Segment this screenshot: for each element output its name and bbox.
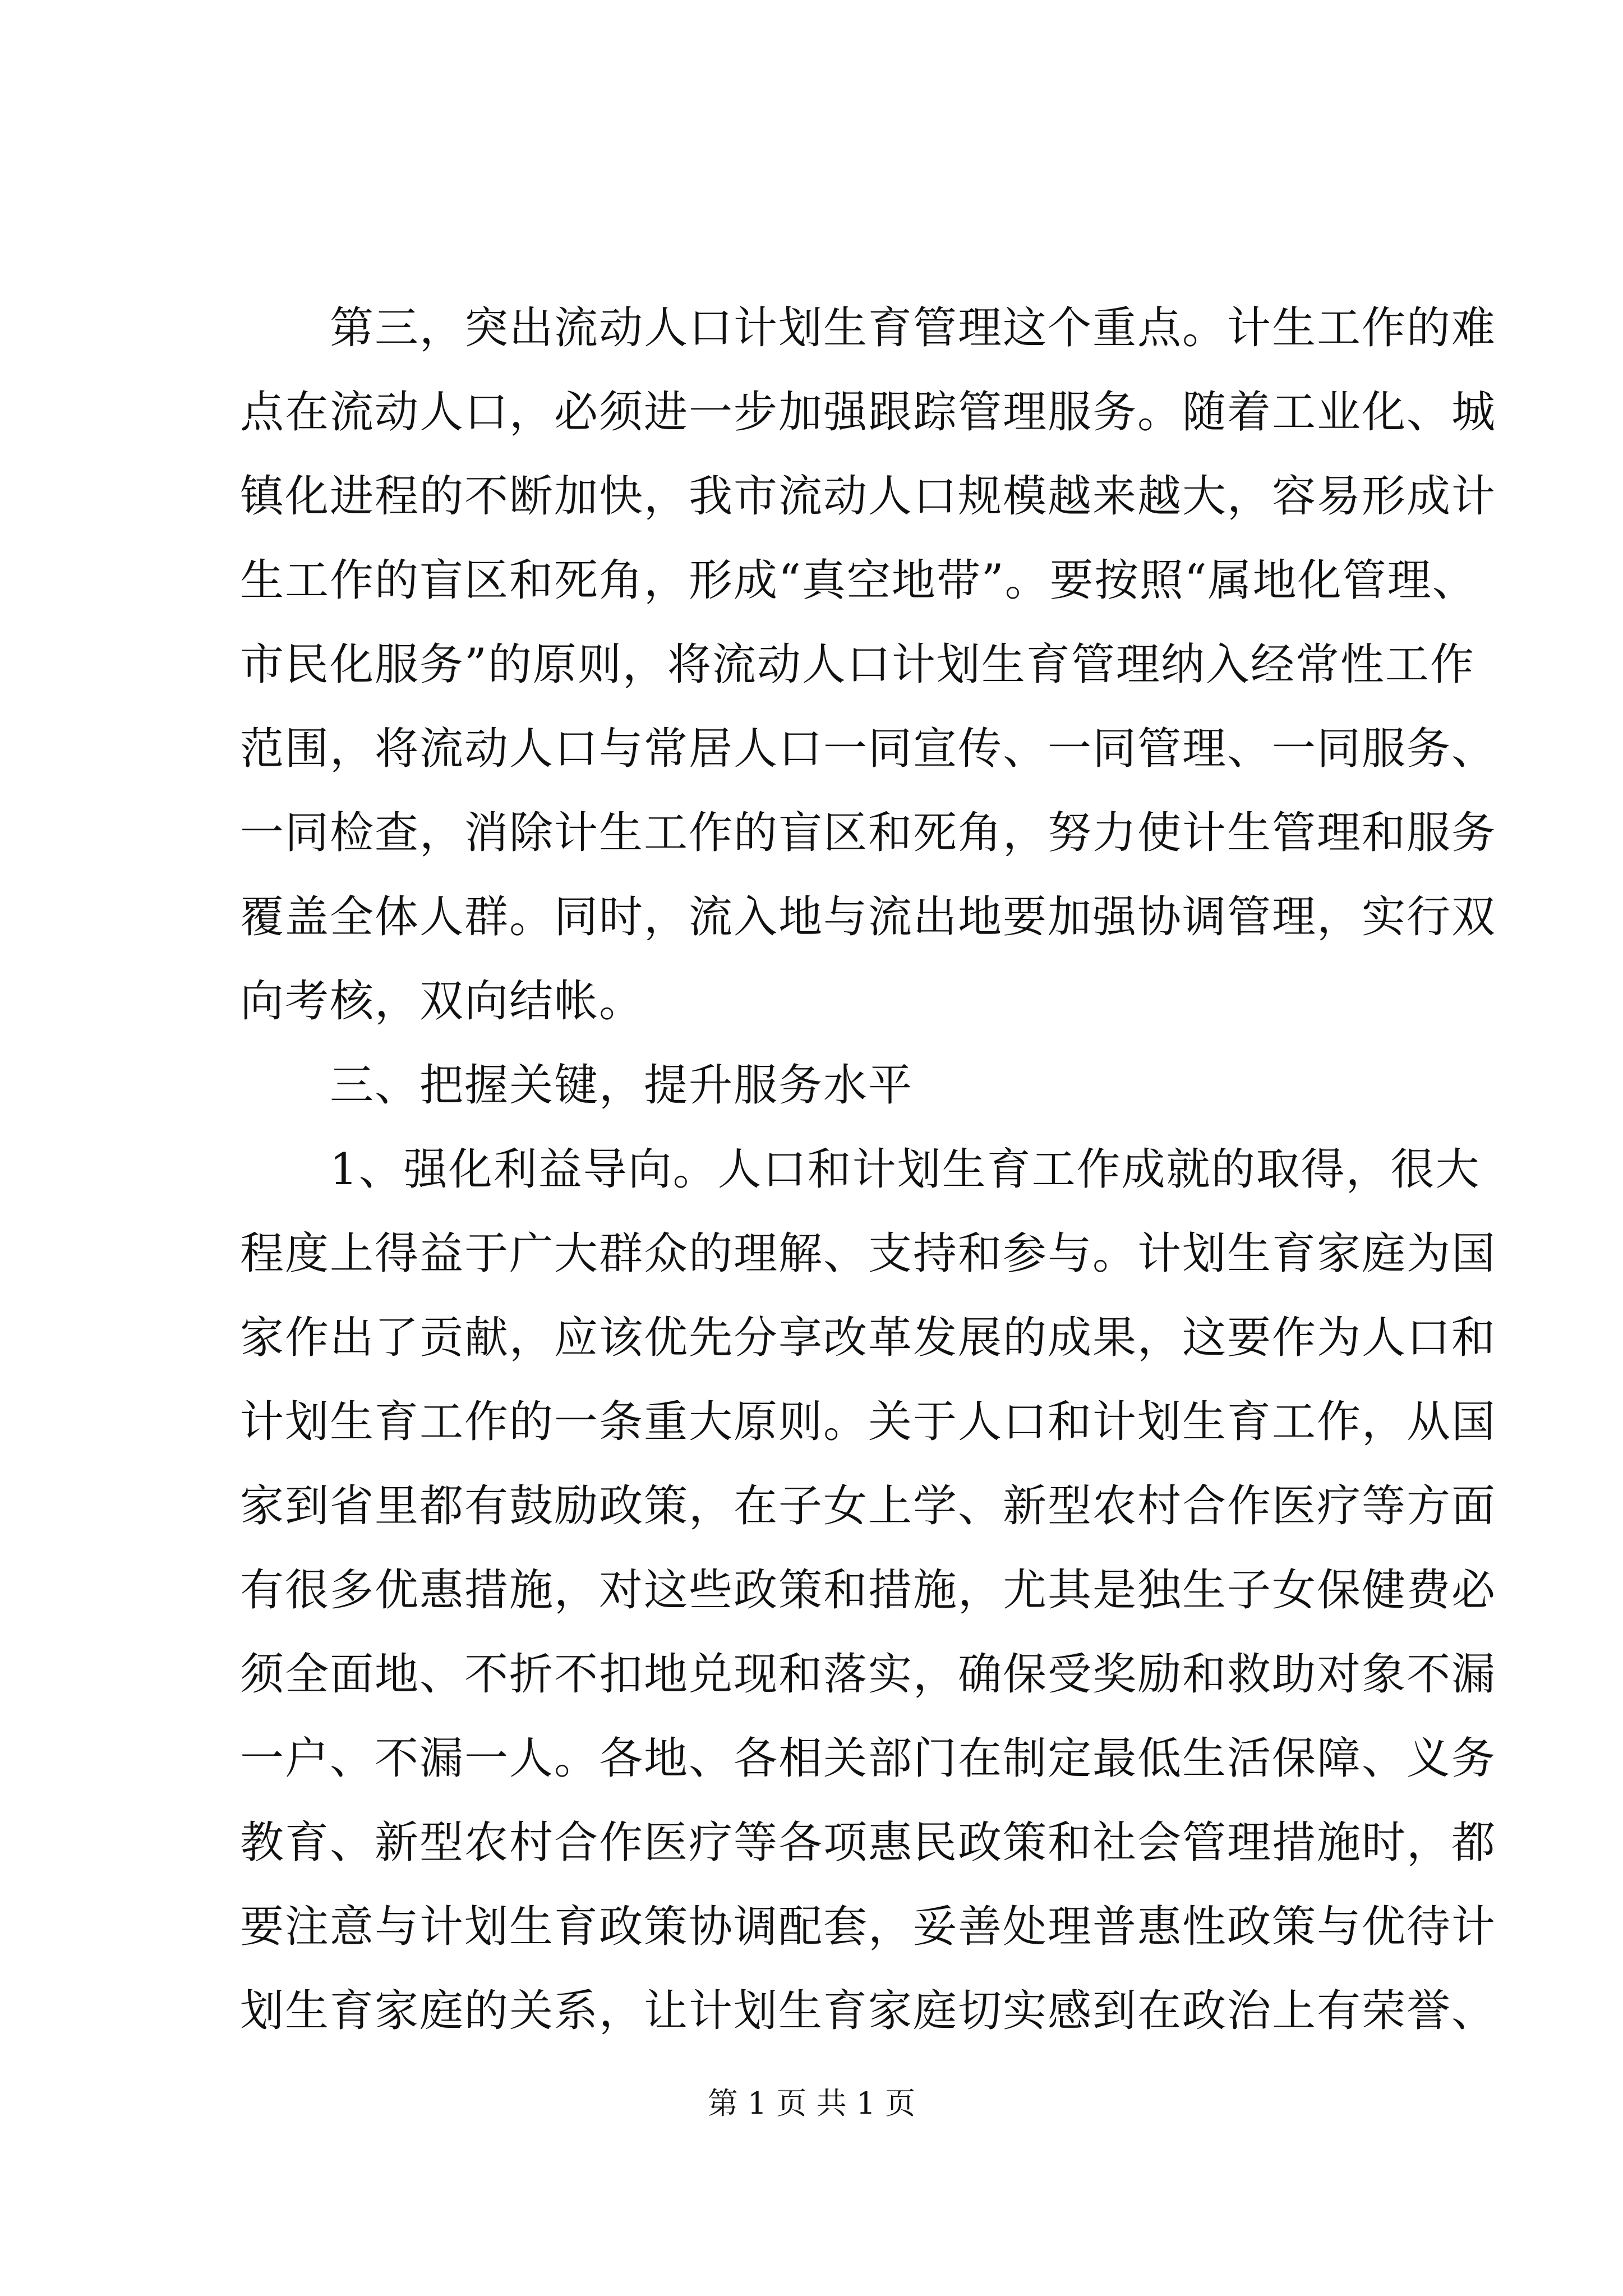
text-line: 范围，将流动人口与常居人口一同宣传、一同管理、一同服务、 — [240, 724, 1497, 774]
text-line: 有很多优惠措施，对这些政策和措施，尤其是独生子女保健费必 — [240, 1565, 1497, 1616]
text-line: 向考核，双向结帐。 — [240, 976, 644, 1027]
text-line: 生工作的盲区和死角，形成“真空地带”。要按照“属地化管理、 — [240, 555, 1477, 606]
text-line: 三、把握关键，提升服务水平 — [240, 1060, 914, 1111]
text-line: 第三，突出流动人口计划生育管理这个重点。计生工作的难 — [240, 303, 1497, 353]
text-line: 计划生育工作的一条重大原则。关于人口和计划生育工作，从国 — [240, 1397, 1497, 1447]
text-line: 须全面地、不折不扣地兑现和落实，确保受奖励和救助对象不漏 — [240, 1649, 1497, 1700]
page-footer: 第 1 页 共 1 页 — [707, 2086, 916, 2121]
text-line: 划生育家庭的关系，让计划生育家庭切实感到在政治上有荣誉、 — [240, 1986, 1497, 2036]
document-body — [240, 286, 1497, 2053]
text-line: 覆盖全体人群。同时，流入地与流出地要加强协调管理，实行双 — [240, 892, 1497, 942]
text-line: 一同检查，消除计生工作的盲区和死角，努力使计生管理和服务 — [240, 808, 1497, 858]
text-line: 市民化服务”的原则，将流动人口计划生育管理纳入经常性工作 — [240, 639, 1475, 690]
text-line: 家到省里都有鼓励政策，在子女上学、新型农村合作医疗等方面 — [240, 1481, 1497, 1531]
text-line: 1、强化利益导向。人口和计划生育工作成就的取得，很大 — [240, 1144, 1481, 1195]
text-line: 点在流动人口，必须进一步加强跟踪管理服务。随着工业化、城 — [240, 387, 1497, 438]
text-line: 镇化进程的不断加快，我市流动人口规模越来越大，容易形成计 — [240, 471, 1497, 522]
text-line: 程度上得益于广大群众的理解、支持和参与。计划生育家庭为国 — [240, 1228, 1497, 1279]
text-line: 家作出了贡献，应该优先分享改革发展的成果，这要作为人口和 — [240, 1313, 1497, 1363]
text-line: 一户、不漏一人。各地、各相关部门在制定最低生活保障、义务 — [240, 1733, 1497, 1784]
text-line: 教育、新型农村合作医疗等各项惠民政策和社会管理措施时，都 — [240, 1818, 1497, 1868]
text-line: 要注意与计划生育政策协调配套，妥善处理普惠性政策与优待计 — [240, 1902, 1497, 1952]
